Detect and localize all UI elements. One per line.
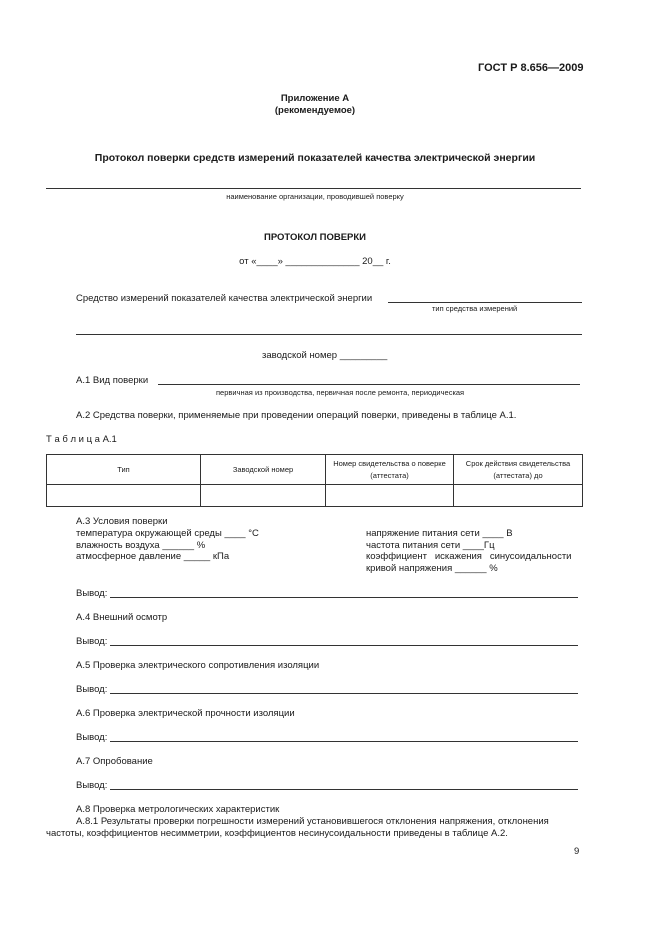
a3-frequency: частота питания сети ____Гц: [366, 540, 495, 551]
standard-number: ГОСТ Р 8.656—2009: [478, 62, 584, 74]
conclusion-line: [110, 597, 578, 598]
a1-caption: первичная из производства, первичная после ремонта, периодическая: [216, 388, 465, 397]
table-caption: Т а б л и ц а А.1: [46, 434, 117, 445]
table-cell: [326, 485, 454, 507]
table-header-row: [47, 455, 583, 485]
a8-title: А.8 Проверка метрологических характеристик: [76, 804, 280, 815]
table-header-certificate: Номер свидетельства о поверке (аттестата): [326, 455, 454, 485]
a3-distortion: коэффициент искажения синусоидальности: [366, 551, 572, 562]
conclusion-line: [110, 741, 578, 742]
serial-number: заводской номер _________: [262, 350, 388, 361]
a8-paragraph-line1: А.8.1 Результаты проверки погрешности измерений установившегося отклонения напряжения, отклонения: [76, 816, 549, 827]
a8-paragraph-line2: частоты, коэффициентов несимметрии, коэффициентов несинусоидальности приведены в таблице А.2.: [46, 828, 508, 839]
conclusion-label: Вывод:: [76, 636, 108, 647]
conclusion-label: Вывод:: [76, 780, 108, 791]
protocol-date: от «____» ______________ 20__ г.: [239, 256, 391, 267]
table-cell: [454, 485, 583, 507]
instrument-type-caption: тип средства измерений: [432, 304, 518, 313]
table-header-serial: Заводской номер: [201, 455, 326, 485]
a3-pressure: атмосферное давление _____ кПа: [76, 551, 230, 562]
conclusion-line: [110, 693, 578, 694]
organization-caption: наименование организации, проводившей поверку: [226, 192, 404, 201]
a1-label: А.1 Вид поверки: [76, 375, 149, 386]
a3-title: А.3 Условия поверки: [76, 516, 168, 527]
a3-humidity: влажность воздуха ______ %: [76, 540, 206, 551]
annex-title: Приложение А: [280, 93, 350, 104]
conclusion-label: Вывод:: [76, 684, 108, 695]
a7-title: А.7 Опробование: [76, 756, 153, 767]
table-row: [47, 485, 583, 507]
conclusion-line: [110, 789, 578, 790]
a6-title: А.6 Проверка электрической прочности изоляции: [76, 708, 295, 719]
table-a1: [46, 454, 583, 507]
document-title: Протокол поверки средств измерений показателей качества электрической энергии: [94, 152, 536, 164]
table-header-validity: Срок действия свидетельства (аттестата) до: [454, 455, 583, 485]
table-header-type: Тип: [47, 455, 201, 485]
instrument-extra-line: [76, 334, 582, 335]
a5-title: А.5 Проверка электрического сопротивления изоляции: [76, 660, 320, 671]
a2-text: А.2 Средства поверки, применяемые при проведении операций поверки, приведены в таблице А.1.: [76, 410, 517, 421]
a3-temperature: температура окружающей среды ____ °С: [76, 528, 259, 539]
instrument-label: Средство измерений показателей качества электрической энергии: [76, 293, 373, 304]
protocol-heading: ПРОТОКОЛ ПОВЕРКИ: [263, 232, 367, 243]
conclusion-label: Вывод:: [76, 732, 108, 743]
a3-voltage: напряжение питания сети ____ В: [366, 528, 513, 539]
conclusion-line: [110, 645, 578, 646]
table-cell: [47, 485, 201, 507]
page-number: 9: [574, 846, 580, 857]
table-cell: [201, 485, 326, 507]
a4-title: А.4 Внешний осмотр: [76, 612, 168, 623]
a3-distortion-value: кривой напряжения ______ %: [366, 563, 498, 574]
a1-line: [158, 384, 580, 385]
instrument-type-line: [388, 302, 582, 303]
conclusion-label: Вывод:: [76, 588, 108, 599]
annex-status: (рекомендуемое): [274, 105, 356, 116]
organization-line: [46, 188, 581, 189]
